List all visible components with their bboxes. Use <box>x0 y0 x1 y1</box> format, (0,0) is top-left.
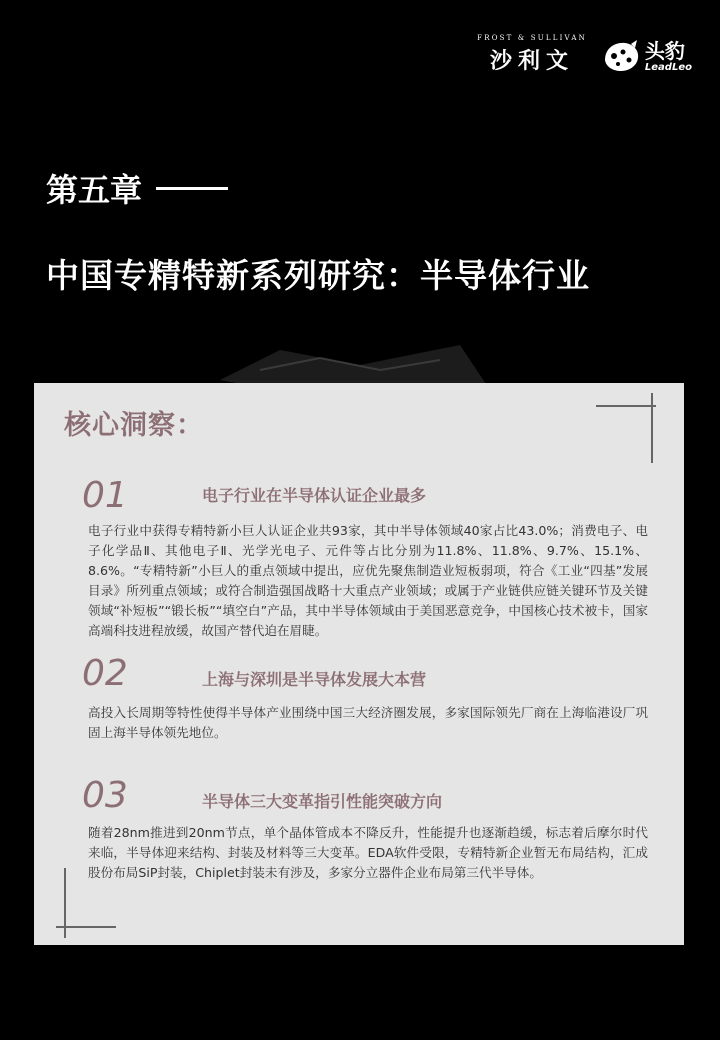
frost-sullivan-cn: 沙利文 <box>490 49 575 74</box>
insight-title: 核心洞察： <box>64 410 204 441</box>
corner-line <box>596 405 656 407</box>
section-number: 02 <box>82 653 128 694</box>
section-heading: 上海与深圳是半导体发展大本营 <box>202 670 427 689</box>
chapter-dash <box>156 187 228 190</box>
section-body: 高投入长周期等特性使得半导体产业围绕中国三大经济圈发展，多家国际领先厂商在上海临港设厂巩固上海半导体领先地位。 <box>88 705 648 740</box>
section-heading: 半导体三大变革指引性能突破方向 <box>202 792 443 811</box>
chapter-label <box>46 165 228 211</box>
section-body: 随着28nm推进到20nm节点，单个晶体管成本不降反升，性能提升也逐渐趋缓，标志着后摩尔时代来临，半导体迎来结构、封装及材料等三大变革。EDA软件受限，专精特新企业暂无布局结构，汇成股份布局SiP封装，Chiplet封装未有涉及，多家分立器件企业布局第三代半导体。 <box>88 825 648 880</box>
section-body: 电子行业中获得专精特新小巨人认证企业共93家，其中半导体领域40家占比43.0%；消费电子、电子化学品Ⅱ、其他电子Ⅱ、光学光电子、元件等占比分别为11.8%、11.8%、9.7%、15.1%、8.6%。“专精特新”小巨人的重点领域中提出，应优先聚焦制造业短板弱项，符合《工业“四基”发展目录》所列重点领域；或符合制造强国战略十大重点产业领域；或属于产业链供应链关键环节及关键领域“补短板”“锻长板”“填空白”产品，其中半导体领域由于美国恶意竞争，中国核心技术被卡，国家高端科技进程放缓，故国产替代迫在眉睫。 <box>88 523 648 638</box>
section-number: 03 <box>82 775 128 816</box>
section-heading: 电子行业在半导体认证企业最多 <box>202 486 427 505</box>
leadleo-cn: 头豹 <box>644 38 685 63</box>
frost-sullivan-logo <box>477 34 587 75</box>
section-number: 01 <box>82 475 128 516</box>
chapter-label-text: 第五章 <box>46 171 143 209</box>
leadleo-logo <box>601 38 692 74</box>
leopard-icon <box>601 38 641 74</box>
corner-line <box>651 393 653 463</box>
header-logos <box>477 34 692 75</box>
frost-sullivan-en: FROST & SULLIVAN <box>477 34 587 42</box>
corner-line <box>64 868 66 938</box>
insight-card <box>34 383 684 945</box>
page-title: 中国专精特新系列研究：半导体行业 <box>46 256 590 295</box>
leadleo-en: LeadLeo <box>644 61 692 73</box>
